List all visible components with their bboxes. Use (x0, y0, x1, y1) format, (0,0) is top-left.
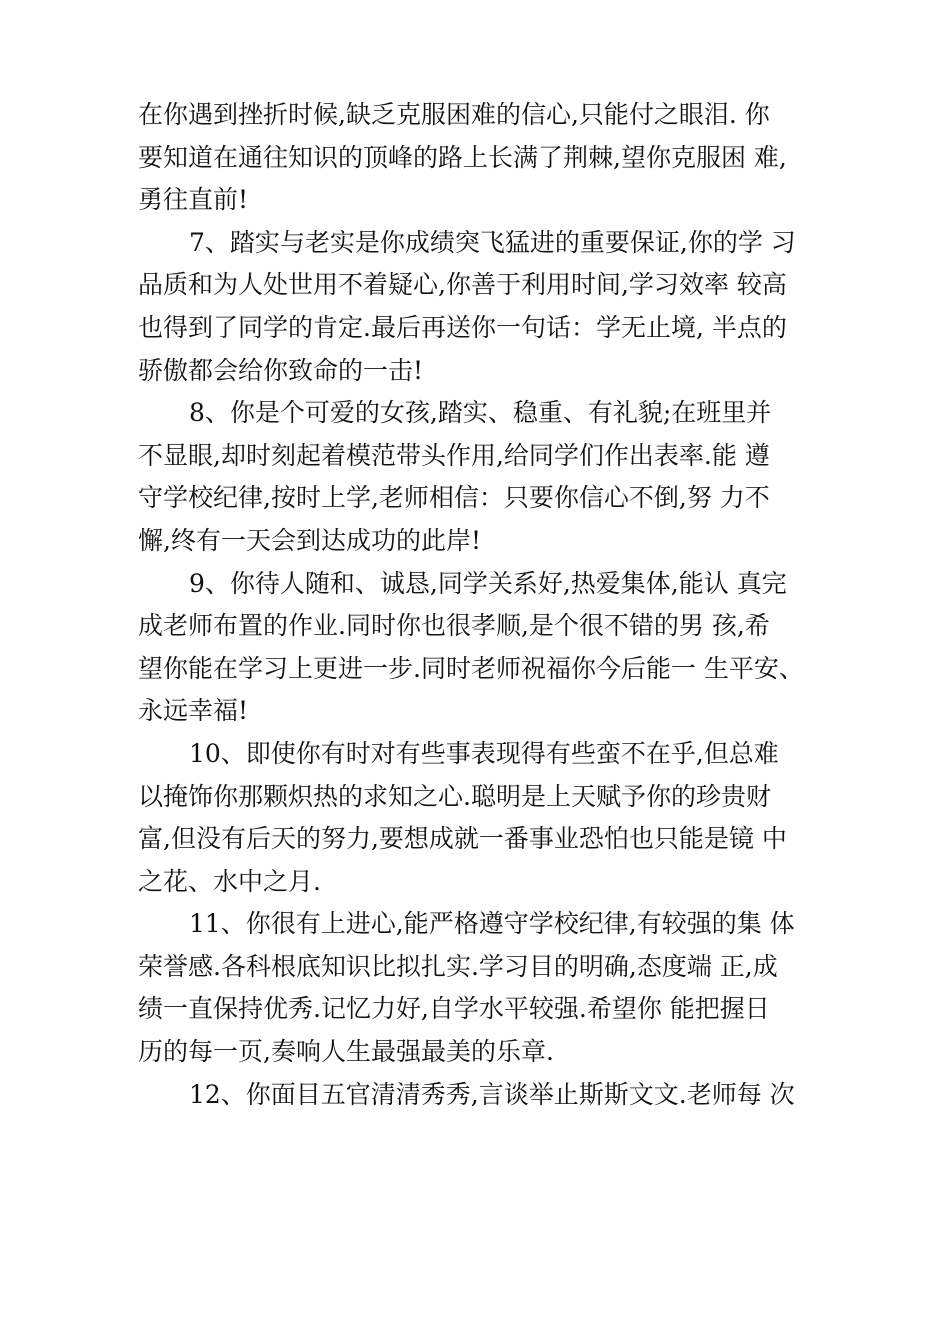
text-line: 要知道在通往知识的顶峰的路上长满了荆棘,望你克服困 难, (138, 142, 787, 172)
paragraph-start-11: 11、你很有上进心,能严格遵守学校纪律,有较强的集 体 (189, 909, 795, 939)
paragraph-start-12: 12、你面目五官清清秀秀,言谈举止斯斯文文.老师每 次 (189, 1079, 795, 1109)
text-line: 以掩饰你那颗炽热的求知之心.聪明是上天赋予你的珍贵财 (138, 781, 771, 811)
text-line: 荣誉感.各科根底知识比拟扎实.学习目的明确,态度端 正,成 (138, 951, 778, 981)
text-line: 勇往直前! (138, 185, 249, 215)
text-line: 历的每一页,奏响人生最强最美的乐章. (138, 1037, 554, 1067)
text-line: 永远幸福! (138, 696, 249, 726)
paragraph-start-9: 9、你待人随和、诚恳,同学关系好,热爱集体,能认 真完 (189, 568, 787, 598)
text-line: 不显眼,却时刻起着模范带头作用,给同学们作出表率.能 遵 (138, 440, 770, 470)
text-line: 骄傲都会给你致命的一击! (138, 355, 424, 385)
body-text (138, 94, 838, 1116)
paragraph-start-10: 10、即使你有时对有些事表现得有些蛮不在乎,但总难 (189, 738, 779, 768)
text-line: 望你能在学习上更进一步.同时老师祝福你今后能一 生平安、 (138, 653, 804, 683)
text-line: 绩一直保持优秀.记忆力好,自学水平较强.希望你 能把握日 (138, 994, 770, 1024)
paragraph-start-7: 7、踏实与老实是你成绩突飞猛进的重要保证,你的学 习 (189, 227, 796, 257)
text-line: 品质和为人处世用不着疑心,你善于利用时间,学习效率 较高 (138, 270, 787, 300)
text-line: 守学校纪律,按时上学,老师相信：只要你信心不倒,努 力不 (138, 483, 770, 513)
text-line: 也得到了同学的肯定.最后再送你一句话：学无止境, 半点的 (138, 312, 787, 342)
text-line: 富,但没有后天的努力,要想成就一番事业恐怕也只能是镜 中 (138, 824, 787, 854)
paragraph-start-8: 8、你是个可爱的女孩,踏实、稳重、有礼貌;在班里并 (189, 398, 772, 428)
text-line: 之花、水中之月. (138, 866, 321, 896)
text-line: 懈,终有一天会到达成功的此岸! (138, 525, 481, 555)
text-line: 成老师布置的作业.同时你也很孝顺,是个很不错的男 孩,希 (138, 611, 770, 641)
text-line: 在你遇到挫折时候,缺乏克服困难的信心,只能付之眼泪. 你 (138, 100, 770, 129)
